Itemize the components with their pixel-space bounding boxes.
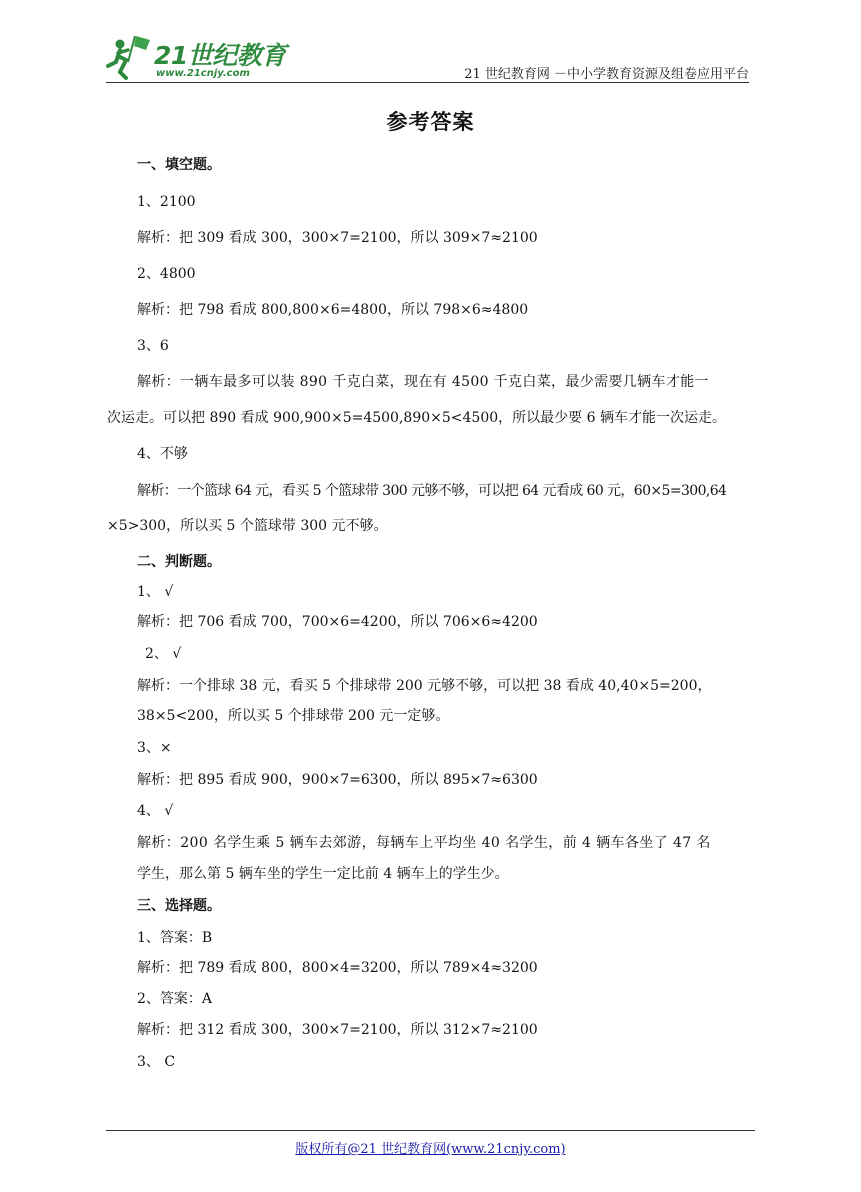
site-logo[interactable] <box>106 30 296 82</box>
answer-line: 3、× <box>137 740 172 756</box>
answer-line: 3、6 <box>137 338 169 354</box>
explanation-line: 解析：一个排球 38 元，看买 5 个排球带 200 元够不够，可以把 38 看成 40,40×5=200， <box>137 678 712 694</box>
explanation-line: 解析：200 名学生乘 5 辆车去郊游，每辆车上平均坐 40 名学生，前 4 辆车各坐了 47 名 <box>137 835 711 851</box>
explanation-line: 解析：一辆车最多可以装 890 千克白菜，现在有 4500 千克白菜，最少需要几辆车才能一 <box>137 374 709 390</box>
answer-line: 2、4800 <box>137 266 196 282</box>
answer-line: 2、 √ <box>145 646 182 662</box>
answer-line: 4、 √ <box>137 803 174 819</box>
section-heading-fill: 一、填空题。 <box>137 157 221 173</box>
logo-url: www.21cnjy.com <box>156 68 250 79</box>
explanation-line: 解析：一个篮球 64 元，看买 5 个篮球带 300 元够不够，可以把 64 元看成 60 元，60×5=300,64 <box>137 483 727 499</box>
explanation-line: 次运走。可以把 890 看成 900,900×5=4500,890×5<4500，所以最少要 6 辆车才能一次运走。 <box>107 410 726 426</box>
answer-line: 3、 C <box>137 1054 176 1070</box>
explanation-line: 38×5<200，所以买 5 个排球带 200 元一定够。 <box>137 708 450 724</box>
section-heading-choice: 三、选择题。 <box>137 898 221 914</box>
explanation-line: 学生，那么第 5 辆车坐的学生一定比前 4 辆车上的学生少。 <box>137 866 509 882</box>
answer-line: 4、不够 <box>137 446 188 462</box>
answer-line: 1、答案：B <box>137 930 213 946</box>
explanation-line: 解析：把 798 看成 800,800×6=4800，所以 798×6≈4800 <box>137 302 529 318</box>
page-title: 参考答案 <box>386 110 475 134</box>
answer-line: 2、答案：A <box>137 991 213 1007</box>
footer-divider <box>106 1130 755 1131</box>
explanation-line: ×5>300，所以买 5 个篮球带 300 元不够。 <box>107 518 388 534</box>
explanation-line: 解析：把 789 看成 800，800×4=3200，所以 789×4≈3200 <box>137 960 538 976</box>
explanation-line: 解析：把 895 看成 900，900×7=6300，所以 895×7≈6300 <box>137 772 538 788</box>
answer-line: 1、 √ <box>137 584 174 600</box>
explanation-line: 解析：把 312 看成 300，300×7=2100，所以 312×7≈2100 <box>137 1022 538 1038</box>
page-header <box>0 0 861 90</box>
explanation-line: 解析：把 706 看成 700，700×6=4200，所以 706×6≈4200 <box>137 614 538 630</box>
section-heading-judge: 二、判断题。 <box>137 554 221 570</box>
runner-flag-icon <box>106 32 154 80</box>
answer-line: 1、2100 <box>137 194 196 210</box>
footer-copyright-link[interactable]: 版权所有@21 世纪教育网(www.21cnjy.com) <box>295 1142 566 1157</box>
logo-text: 21世纪教育 <box>154 41 286 70</box>
header-divider <box>106 82 749 83</box>
explanation-line: 解析：把 309 看成 300，300×7=2100，所以 309×7≈2100 <box>137 230 538 246</box>
header-tagline: 21 世纪教育网 －中小学教育资源及组卷应用平台 <box>464 67 749 82</box>
